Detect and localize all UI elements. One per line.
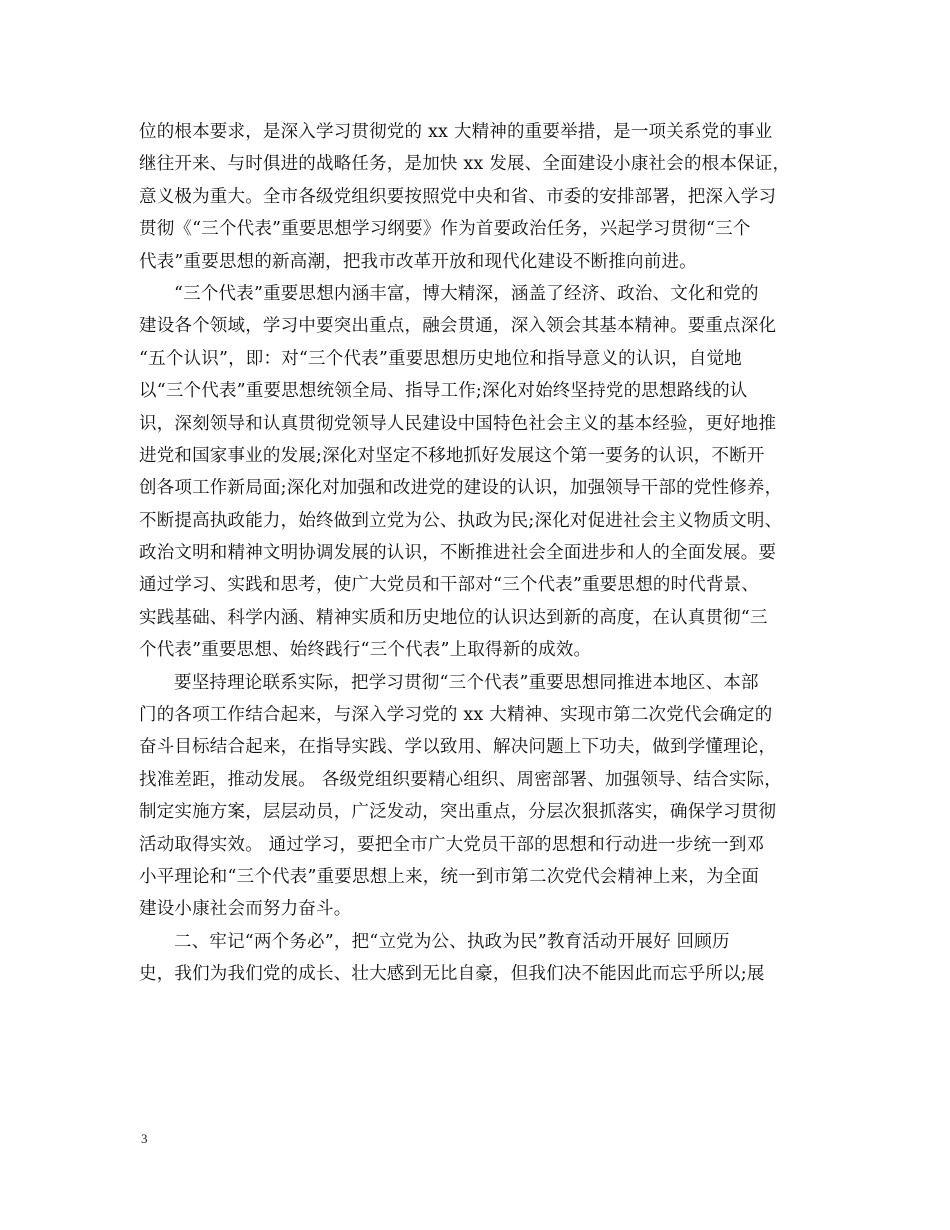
paragraph — [139, 278, 819, 667]
text-line: 活动取得实效。 通过学习，要把全市广大党员干部的思想和行动进一步统一到邓 — [139, 834, 765, 855]
text-line: 意义极为重大。全市各级党组织要按照党中央和省、市委的安排部署，把深入学习 — [139, 186, 777, 207]
paragraph — [139, 667, 819, 926]
paragraph — [139, 116, 819, 278]
paragraph — [139, 926, 819, 991]
text-line: 二、牢记“两个务必”，把“立党为公、执政为民”教育活动开展好 回顾历 — [174, 931, 730, 952]
text-line: 代表”重要思想的新高潮，把我市改革开放和现代化建设不断推向前进。 — [139, 251, 697, 272]
text-line: 门的各项工作结合起来，与深入学习党的 xx 大精神、实现市第二次党代会确定的 — [139, 705, 773, 726]
text-line: 不断提高执政能力，始终做到立党为公、执政为民;深化对促进社会主义物质文明、 — [139, 510, 783, 531]
text-line: 继往开来、与时俱进的战略任务，是加快 xx 发展、全面建设小康社会的根本保证， — [139, 154, 791, 175]
text-line: 史，我们为我们党的成长、壮大感到无比自豪，但我们决不能因此而忘乎所以;展 — [139, 964, 765, 985]
text-line: 奋斗目标结合起来，在指导实践、学以致用、解决问题上下功夫，做到学懂理论， — [139, 737, 777, 758]
page-number: 3 — [141, 1131, 148, 1146]
text-line: 贯彻《“三个代表”重要思想学习纲要》作为首要政治任务，兴起学习贯彻“三个 — [139, 219, 751, 240]
text-line: 找准差距，推动发展。 各级党组织要精心组织、周密部署、加强领导、结合实际， — [139, 769, 782, 790]
text-line: 创各项工作新局面;深化对加强和改进党的建设的认识，加强领导干部的党性修养， — [139, 478, 783, 499]
text-line: 建设小康社会而努力奋斗。 — [139, 899, 352, 920]
text-line: 识，深刻领导和认真贯彻党领导人民建设中国特色社会主义的基本经验，更好地推 — [139, 413, 777, 434]
text-line: 个代表”重要思想、始终践行“三个代表”上取得新的成效。 — [139, 640, 592, 661]
text-line: “五个认识”，即：对“三个代表”重要思想历史地位和指导意义的认识，自觉地 — [139, 348, 742, 369]
text-line: “三个代表”重要思想内涵丰富，博大精深，涵盖了经济、政治、文化和党的 — [174, 283, 759, 304]
text-line: 实践基础、科学内涵、精神实质和历史地位的认识达到新的高度，在认真贯彻“三 — [139, 607, 768, 628]
text-line: 制定实施方案，层层动员，广泛发动，突出重点，分层次狠抓落实，确保学习贯彻 — [139, 802, 777, 823]
text-line: 以“三个代表”重要思想统领全局、指导工作;深化对始终坚持党的思想路线的认 — [139, 381, 748, 402]
text-line: 要坚持理论联系实际，把学习贯彻“三个代表”重要思想同推进本地区、本部 — [174, 672, 759, 693]
text-line: 进党和国家事业的发展;深化对坚定不移地抓好发展这个第一要务的认识，不断开 — [139, 445, 765, 466]
text-line: 小平理论和“三个代表”重要思想上来，统一到市第二次党代会精神上来，为全面 — [139, 866, 760, 887]
document-body — [139, 116, 819, 991]
text-line: 位的根本要求，是深入学习贯彻党的 xx 大精神的重要举措，是一项关系党的事业 — [139, 122, 773, 142]
text-line: 通过学习、实践和思考，使广大党员和干部对“三个代表”重要思想的时代背景、 — [139, 575, 760, 596]
text-line: 建设各个领域，学习中要突出重点，融会贯通，深入领会其基本精神。要重点深化 — [139, 316, 777, 337]
text-line: 政治文明和精神文明协调发展的认识，不断推进社会全面进步和人的全面发展。要 — [139, 543, 777, 564]
